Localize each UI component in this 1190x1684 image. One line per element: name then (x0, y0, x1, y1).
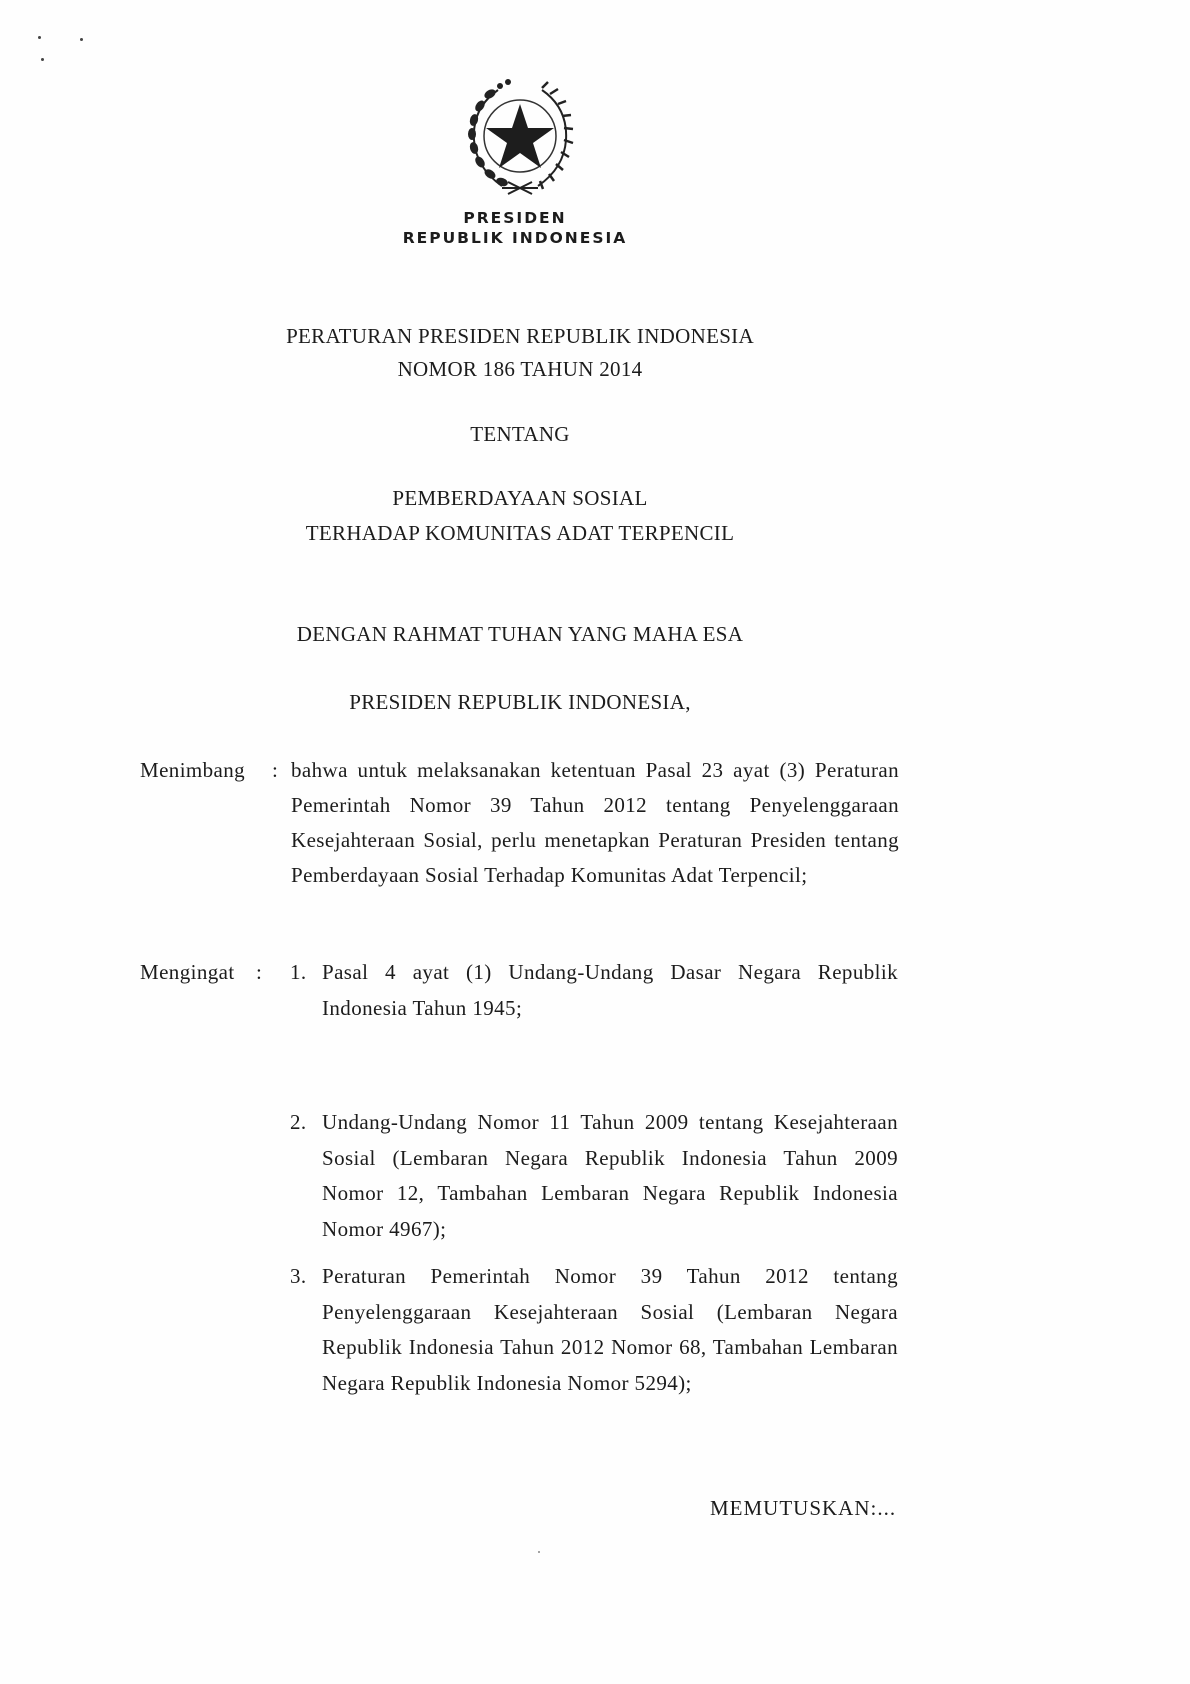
presidential-emblem-icon (450, 68, 590, 203)
menimbang-text: bahwa untuk melaksanakan ketentuan Pasal 23 ayat (3) Peraturan Pemerintah Nomor 39 Tahun 2012 tentang Penyelenggaraan Kesejahteraan Sosial, perlu menetapkan Peraturan Presiden tentang Pemberdayaan Sosial Terhadap Komunitas Adat Terpencil; (291, 758, 899, 887)
list-item-number: 3. (290, 1264, 307, 1288)
letterhead-title: PRESIDEN (463, 209, 567, 227)
regulation-subject-line2: TERHADAP KOMUNITAS ADAT TERPENCIL (305, 521, 735, 545)
mengingat-label: Mengingat (140, 960, 235, 984)
continuation-marker: MEMUTUSKAN:... (710, 1496, 897, 1520)
regulation-about: TENTANG (470, 422, 570, 446)
scan-speck (538, 1551, 540, 1553)
issuing-authority: PRESIDEN REPUBLIK INDONESIA, (349, 690, 691, 714)
list-item-number: 1. (290, 960, 307, 984)
scan-speck (80, 38, 83, 41)
scan-speck (41, 58, 44, 61)
regulation-subject-line1: PEMBERDAYAAN SOSIAL (392, 486, 648, 510)
list-item-number: 2. (290, 1110, 307, 1134)
letterhead-subtitle: REPUBLIK INDONESIA (402, 229, 628, 247)
list-item: Peraturan Pemerintah Nomor 39 Tahun 2012 tentang Penyelenggaraan Kesejahteraan Sosial (Lembaran Negara Republik Indonesia Tahun 2012 Nomor 68, Tambahan Lembaran Negara Republik Indonesia Nomor 5294); (322, 1264, 898, 1395)
list-item: Undang-Undang Nomor 11 Tahun 2009 tentang Kesejahteraan Sosial (Lembaran Negara Republik Indonesia Tahun 2009 Nomor 12, Tambahan Lembaran Negara Republik Indonesia Nomor 4967); (322, 1110, 898, 1241)
scan-speck (38, 36, 41, 39)
invocation: DENGAN RAHMAT TUHAN YANG MAHA ESA (296, 622, 744, 646)
menimbang-colon: : (272, 758, 278, 782)
mengingat-colon: : (256, 960, 262, 984)
list-item: Pasal 4 ayat (1) Undang-Undang Dasar Negara Republik Indonesia Tahun 1945; (322, 960, 898, 1020)
regulation-title: PERATURAN PRESIDEN REPUBLIK INDONESIA (286, 324, 754, 348)
regulation-number: NOMOR 186 TAHUN 2014 (397, 357, 643, 381)
menimbang-label: Menimbang (140, 758, 246, 782)
